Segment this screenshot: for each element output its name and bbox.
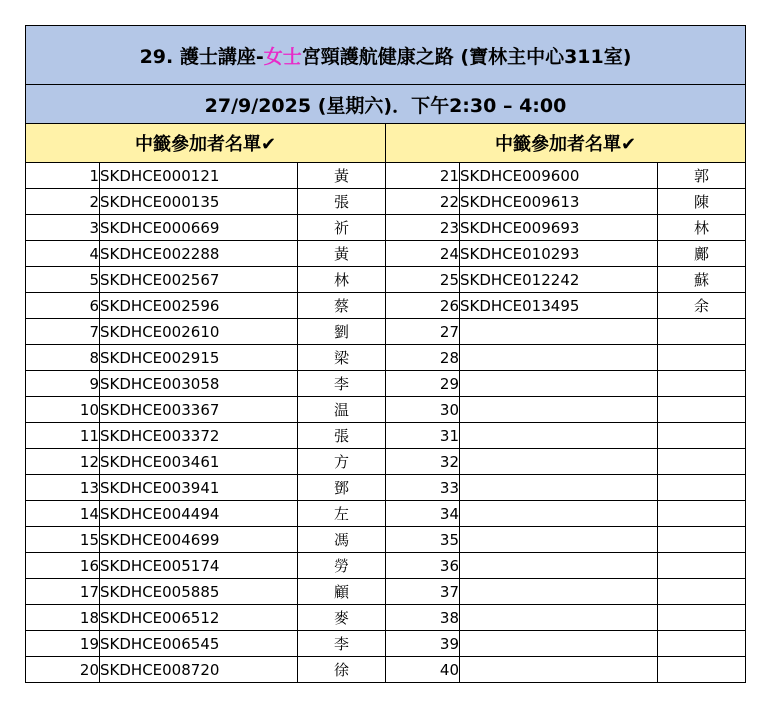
table-row — [26, 475, 746, 501]
table-row — [26, 293, 746, 319]
row-number: 26 — [386, 293, 460, 319]
table-row — [26, 267, 746, 293]
row-number: 32 — [386, 449, 460, 475]
participant-surname: 林 — [298, 267, 386, 293]
member-code: SKDHCE009613 — [460, 189, 658, 215]
member-code: SKDHCE009600 — [460, 163, 658, 189]
row-number: 25 — [386, 267, 460, 293]
row-number: 17 — [26, 579, 100, 605]
member-code: SKDHCE012242 — [460, 267, 658, 293]
member-code: SKDHCE002596 — [100, 293, 298, 319]
participant-surname: 李 — [298, 631, 386, 657]
table-row — [26, 345, 746, 371]
member-code: SKDHCE002610 — [100, 319, 298, 345]
row-number: 39 — [386, 631, 460, 657]
participant-surname: 方 — [298, 449, 386, 475]
participant-surname: 郭 — [658, 163, 746, 189]
row-number: 4 — [26, 241, 100, 267]
row-number: 2 — [26, 189, 100, 215]
row-number: 38 — [386, 605, 460, 631]
member-code — [460, 449, 658, 475]
member-code: SKDHCE000121 — [100, 163, 298, 189]
row-number: 13 — [26, 475, 100, 501]
table-row — [26, 371, 746, 397]
participant-surname: 馮 — [298, 527, 386, 553]
member-code — [460, 501, 658, 527]
participant-surname — [658, 397, 746, 423]
date-row — [26, 85, 746, 124]
row-number: 23 — [386, 215, 460, 241]
row-number: 30 — [386, 397, 460, 423]
member-code: SKDHCE002288 — [100, 241, 298, 267]
member-code: SKDHCE004699 — [100, 527, 298, 553]
row-number: 28 — [386, 345, 460, 371]
member-code — [460, 397, 658, 423]
table-row — [26, 579, 746, 605]
participant-surname — [658, 371, 746, 397]
member-code: SKDHCE002915 — [100, 345, 298, 371]
member-code — [460, 631, 658, 657]
member-code — [460, 475, 658, 501]
row-number: 16 — [26, 553, 100, 579]
participant-surname — [658, 423, 746, 449]
table-row — [26, 215, 746, 241]
title-row — [26, 26, 746, 85]
table-row — [26, 397, 746, 423]
row-number: 12 — [26, 449, 100, 475]
row-number: 10 — [26, 397, 100, 423]
participant-surname: 陳 — [658, 189, 746, 215]
member-code — [460, 527, 658, 553]
table-row — [26, 319, 746, 345]
left-column-title: 中籤參加者名單✔ — [26, 124, 386, 163]
sheet-title — [26, 26, 746, 85]
row-number: 19 — [26, 631, 100, 657]
member-code — [460, 605, 658, 631]
title-prefix: 29. 護士講座- — [139, 45, 264, 68]
member-code — [460, 657, 658, 683]
participant-surname: 左 — [298, 501, 386, 527]
member-code: SKDHCE009693 — [460, 215, 658, 241]
member-code: SKDHCE006512 — [100, 605, 298, 631]
member-code — [460, 371, 658, 397]
participant-surname: 顧 — [298, 579, 386, 605]
participant-surname — [658, 345, 746, 371]
row-number: 31 — [386, 423, 460, 449]
participant-surname: 麥 — [298, 605, 386, 631]
member-code: SKDHCE008720 — [100, 657, 298, 683]
row-number: 18 — [26, 605, 100, 631]
member-code: SKDHCE004494 — [100, 501, 298, 527]
participant-surname: 黃 — [298, 241, 386, 267]
table-row — [26, 605, 746, 631]
table-row — [26, 501, 746, 527]
member-code: SKDHCE006545 — [100, 631, 298, 657]
row-number: 1 — [26, 163, 100, 189]
row-number: 9 — [26, 371, 100, 397]
row-number: 33 — [386, 475, 460, 501]
participant-surname: 張 — [298, 423, 386, 449]
row-number: 21 — [386, 163, 460, 189]
title-suffix: 宮頸護航健康之路 (寶林主中心311室) — [301, 45, 632, 68]
member-code — [460, 423, 658, 449]
member-code — [460, 345, 658, 371]
right-column-title: 中籤參加者名單✔ — [386, 124, 746, 163]
participant-surname — [658, 527, 746, 553]
member-code: SKDHCE002567 — [100, 267, 298, 293]
row-number: 11 — [26, 423, 100, 449]
participant-surname: 徐 — [298, 657, 386, 683]
row-number: 40 — [386, 657, 460, 683]
participant-surname: 温 — [298, 397, 386, 423]
table-row — [26, 631, 746, 657]
row-number: 20 — [26, 657, 100, 683]
table-row — [26, 163, 746, 189]
member-code: SKDHCE005885 — [100, 579, 298, 605]
member-code: SKDHCE003372 — [100, 423, 298, 449]
participant-surname: 鄧 — [298, 475, 386, 501]
row-number: 34 — [386, 501, 460, 527]
row-number: 35 — [386, 527, 460, 553]
table-row — [26, 553, 746, 579]
member-code — [460, 553, 658, 579]
participant-surname — [658, 631, 746, 657]
participant-surname: 李 — [298, 371, 386, 397]
row-number: 15 — [26, 527, 100, 553]
row-number: 5 — [26, 267, 100, 293]
participant-surname — [658, 657, 746, 683]
table-row — [26, 423, 746, 449]
participant-surname — [658, 501, 746, 527]
member-code — [460, 319, 658, 345]
table-row — [26, 657, 746, 683]
title-highlight: 女士 — [263, 45, 302, 68]
table-row — [26, 241, 746, 267]
row-number: 37 — [386, 579, 460, 605]
column-header-row — [26, 124, 746, 163]
participant-surname: 祈 — [298, 215, 386, 241]
row-number: 27 — [386, 319, 460, 345]
row-number: 22 — [386, 189, 460, 215]
member-code: SKDHCE003058 — [100, 371, 298, 397]
participant-surname: 張 — [298, 189, 386, 215]
row-number: 14 — [26, 501, 100, 527]
table-row — [26, 449, 746, 475]
participant-surname: 蔡 — [298, 293, 386, 319]
participant-surname — [658, 319, 746, 345]
member-code: SKDHCE010293 — [460, 241, 658, 267]
row-number: 29 — [386, 371, 460, 397]
participant-surname: 黃 — [298, 163, 386, 189]
participant-sheet — [25, 25, 746, 683]
participant-surname: 梁 — [298, 345, 386, 371]
participant-surname — [658, 605, 746, 631]
row-number: 24 — [386, 241, 460, 267]
member-code: SKDHCE003941 — [100, 475, 298, 501]
row-number: 8 — [26, 345, 100, 371]
member-code: SKDHCE013495 — [460, 293, 658, 319]
participant-surname — [658, 475, 746, 501]
member-code: SKDHCE000669 — [100, 215, 298, 241]
participant-surname — [658, 449, 746, 475]
participant-surname: 鄺 — [658, 241, 746, 267]
row-number: 6 — [26, 293, 100, 319]
row-number: 7 — [26, 319, 100, 345]
participant-surname — [658, 579, 746, 605]
member-code: SKDHCE003461 — [100, 449, 298, 475]
event-date: 27/9/2025 (星期六)．下午2:30 – 4:00 — [26, 85, 746, 124]
table-row — [26, 189, 746, 215]
table-row — [26, 527, 746, 553]
participant-surname: 余 — [658, 293, 746, 319]
row-number: 36 — [386, 553, 460, 579]
participant-surname: 勞 — [298, 553, 386, 579]
row-number: 3 — [26, 215, 100, 241]
participant-surname: 蘇 — [658, 267, 746, 293]
participant-surname: 劉 — [298, 319, 386, 345]
member-code: SKDHCE003367 — [100, 397, 298, 423]
member-code: SKDHCE000135 — [100, 189, 298, 215]
participant-surname: 林 — [658, 215, 746, 241]
participant-surname — [658, 553, 746, 579]
member-code — [460, 579, 658, 605]
member-code: SKDHCE005174 — [100, 553, 298, 579]
